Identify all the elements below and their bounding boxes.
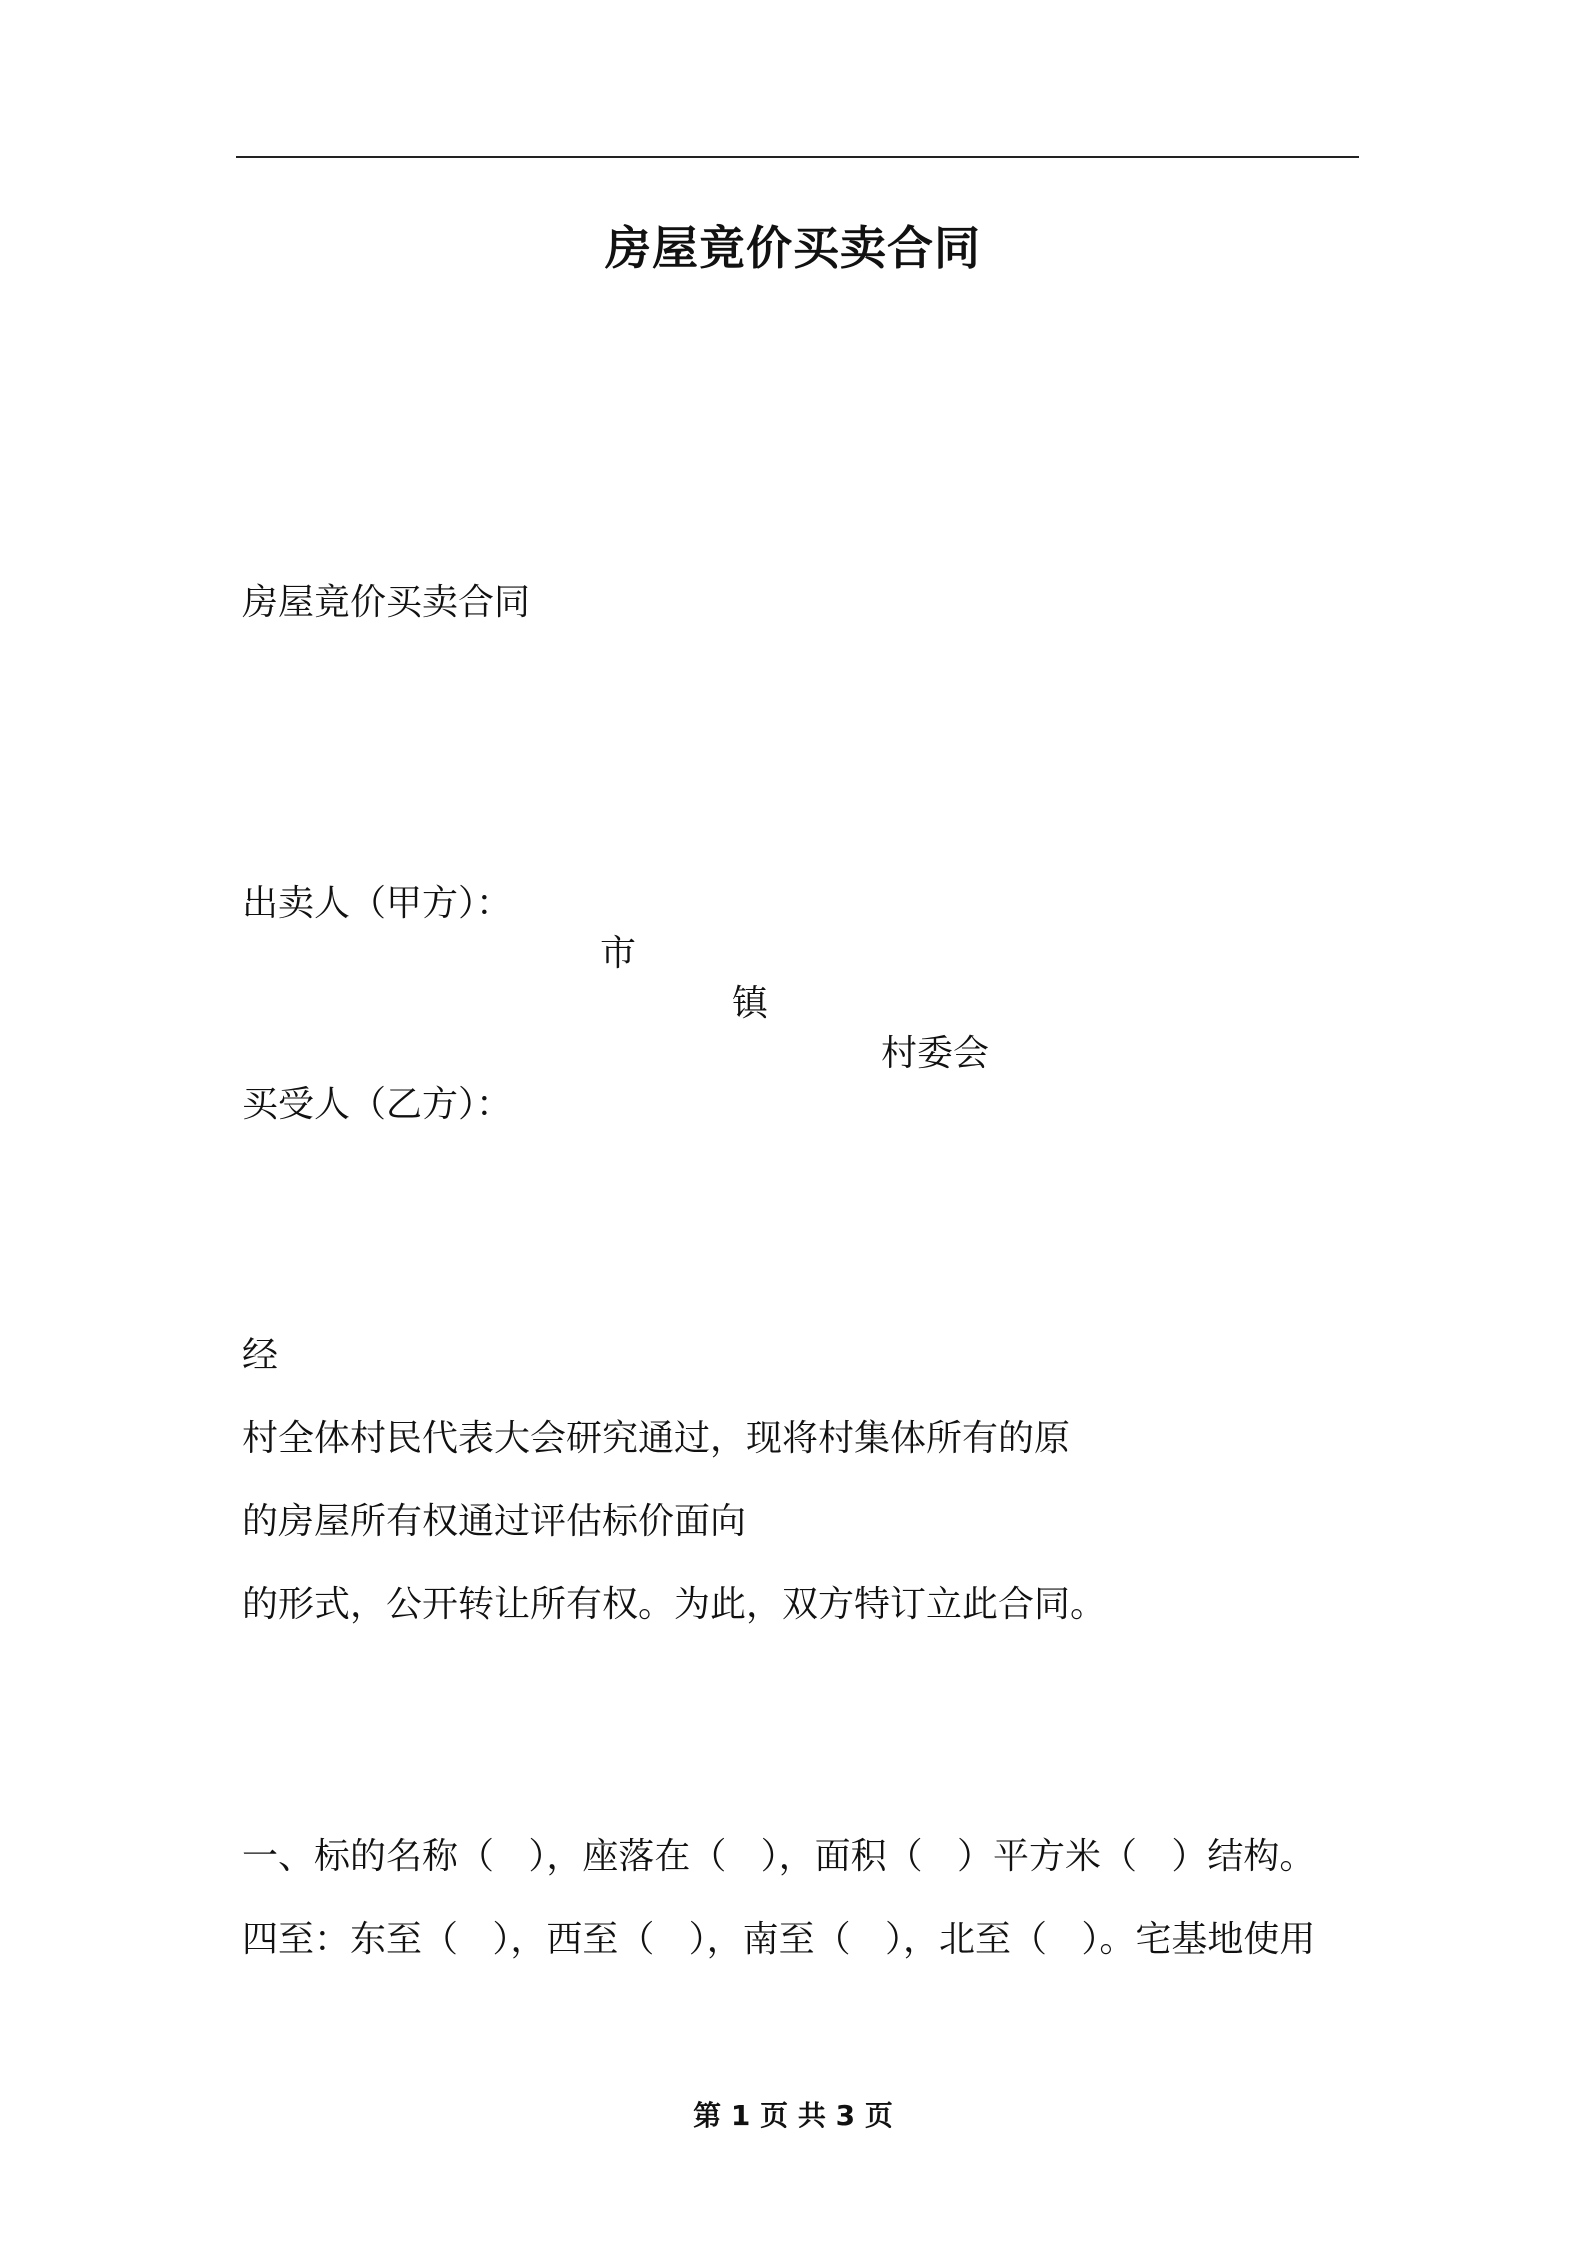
seller-label: 出卖人（甲方）： [242,883,513,924]
seller-city: 市 [600,933,637,974]
preamble-line: 的房屋所有权通过评估标价面向 [242,1501,747,1542]
seller-village-committee: 村委会 [881,1033,990,1074]
clause-line: 一、标的名称（ ），座落在（ ），面积（ ）平方米（ ）结构。 [242,1836,1316,1877]
preamble-line: 的形式，公开转让所有权。为此，双方特订立此合同。 [242,1584,1107,1625]
seller-town: 镇 [732,983,769,1024]
document-title: 房屋竟价买卖合同 [605,221,981,275]
page-number: 第 1 页 共 3 页 [693,2099,893,2132]
clause-line: 四至：东至（ ），西至（ ），南至（ ），北至（ ）。宅基地使用 [242,1919,1316,1960]
preamble-line: 村全体村民代表大会研究通过，现将村集体所有的原 [242,1418,1071,1459]
preamble-line: 经 [242,1335,279,1376]
buyer-line: 买受人（乙方）： [242,1084,513,1125]
seller-line [0,829,1586,1079]
subtitle: 房屋竟价买卖合同 [242,582,531,623]
header-rule [236,156,1359,158]
